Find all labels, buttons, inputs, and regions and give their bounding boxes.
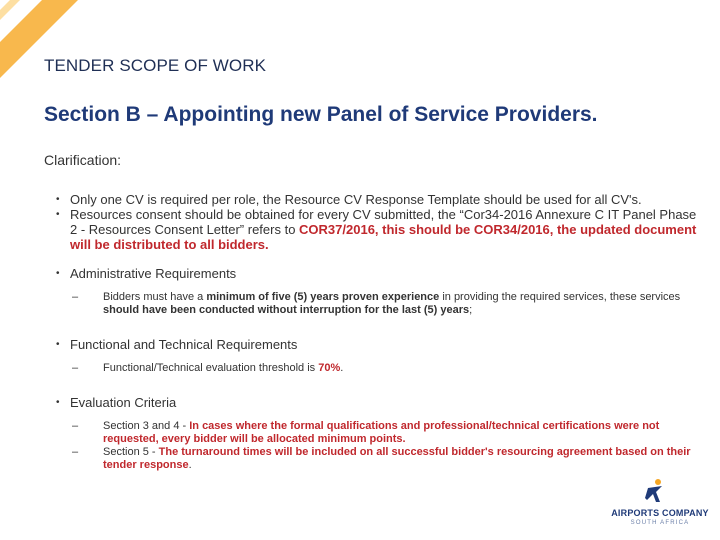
bullet-cv: • Only one CV is required per role, the Resource CV Response Template should be used for all CV's.: [56, 192, 642, 207]
bullet-marker: •: [56, 339, 60, 350]
sub-bullet-section-3-4: – Section 3 and 4 - In cases where the formal qualifications and professional/technical certifications were not requested, every bidder will be allocated minimum points.: [72, 420, 660, 445]
bullet-marker: •: [56, 194, 60, 205]
sub-bullet-experience: – Bidders must have a minimum of five (5) years proven experience in providing the required services, these services should have been conducted without interruption for the last (5) years;: [72, 291, 681, 316]
logo-subtitle: SOUTH AFRICA: [630, 520, 690, 526]
bullet-functional: • Functional and Technical Requirements: [56, 337, 298, 352]
dash-marker: –: [72, 420, 79, 432]
logo-figure-icon: [644, 478, 666, 506]
section-title: Section B – Appointing new Panel of Service Providers.: [44, 103, 598, 126]
bullet-marker: •: [56, 268, 60, 279]
content-body: [56, 192, 706, 472]
bullet-consent: • Resources consent should be obtained for every CV submitted, the “Cor34-2016 Annexure C IT Panel Phase 2 - Resources Consent Letter” refers to COR37/2016, this should be COR34/2016, the updated document will be distributed to all bidders.: [56, 207, 697, 252]
header-label: TENDER SCOPE OF WORK: [44, 56, 267, 75]
bullet-marker: •: [56, 209, 60, 220]
sub-bullet-section-5: – Section 5 - The turnaround times will be included on all successful bidder's resourcing agreement based on their tender response.: [72, 446, 691, 471]
logo-name: AIRPORTS COMPANY: [611, 508, 709, 518]
sub-bullet-threshold: – Functional/Technical evaluation threshold is 70%.: [72, 362, 344, 374]
dash-marker: –: [72, 291, 79, 303]
clarification-label: Clarification:: [44, 152, 122, 168]
bullet-evaluation: • Evaluation Criteria: [56, 395, 177, 410]
dash-marker: –: [72, 362, 79, 374]
corner-decoration: [0, 0, 90, 90]
dash-marker: –: [72, 446, 79, 458]
bullet-administrative: • Administrative Requirements: [56, 266, 237, 281]
bullet-marker: •: [56, 397, 60, 408]
airports-company-logo: [600, 478, 710, 533]
